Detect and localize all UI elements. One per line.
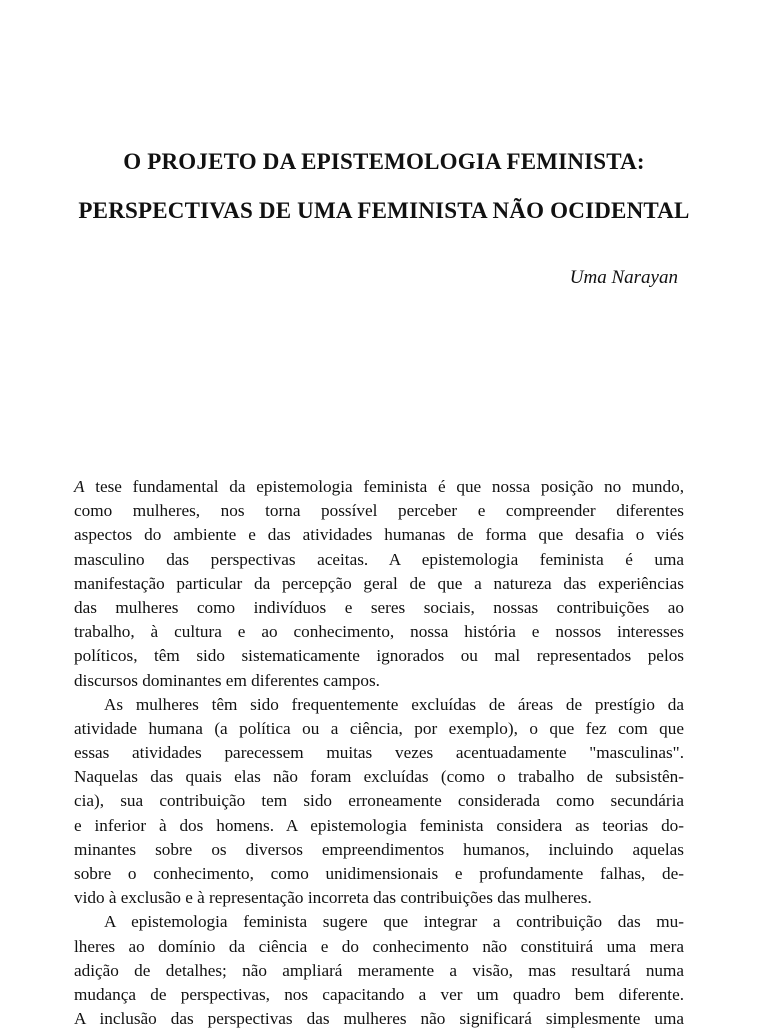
text-line: Naquelas das quais elas não foram excluídas (como o trabalho de subsistên- [74, 767, 684, 787]
text-line: sobre o conhecimento, como unidimensionais e profundamente falhas, de- [74, 864, 684, 883]
text-line: das mulheres como indivíduos e seres sociais, nossas contribuições ao [74, 597, 684, 617]
text-line: lheres ao domínio da ciência e do conhecimento não constituirá uma mera [74, 936, 684, 956]
title-line-1: O PROJETO DA EPISTEMOLOGIA FEMINISTA: [123, 149, 645, 174]
text-line: adição de detalhes; não ampliará meramente a visão, mas resultará numa [74, 960, 684, 980]
text-line: masculino das perspectivas aceitas. A epistemologia feminista é uma [74, 549, 684, 569]
text-line: e inferior à dos homens. A epistemologia feminista considera as teorias do- [74, 815, 684, 835]
text-line: essas atividades parecessem muitas vezes acentuadamente "masculinas". [74, 743, 684, 763]
text-line: como mulheres, nos torna possível perceber e compreender diferentes [74, 501, 684, 521]
paragraph [74, 475, 684, 693]
text-line: vido à exclusão e à representação incorreta das contribuições das mulheres. [74, 888, 592, 908]
text-line: minantes sobre os diversos empreendimentos humanos, incluindo aquelas [74, 839, 684, 859]
text-line: As mulheres têm sido frequentemente excluídas de áreas de prestígio da [104, 694, 684, 714]
line-text: tese fundamental da epistemologia feminista é que nossa posição no mundo, [84, 477, 684, 496]
text-line: políticos, têm sido sistematicamente ignorados ou mal representados pelos [74, 646, 684, 666]
text-line: discursos dominantes em diferentes campos. [74, 670, 380, 690]
text-line: cia), sua contribuição tem sido erroneamente considerada como secundária [74, 791, 684, 811]
text-line: A epistemologia feminista sugere que integrar a contribuição das mu- [104, 912, 684, 932]
text-line: atividade humana (a política ou a ciência, por exemplo), o que fez com que [74, 718, 684, 738]
text-line: trabalho, à cultura e ao conhecimento, nossa história e nossos interesses [74, 622, 684, 642]
body-text [74, 475, 684, 1031]
author-name: Uma Narayan [569, 267, 678, 288]
text-line: aspectos do ambiente e das atividades humanas de forma que desafia o viés [74, 525, 684, 545]
initial-letter: A [74, 477, 85, 496]
title-line-2: PERSPECTIVAS DE UMA FEMINISTA NÃO OCIDENTAL [78, 198, 690, 223]
text-line: manifestação particular da percepção geral de que a natureza das experiências [74, 573, 684, 593]
paragraph [74, 693, 684, 911]
text-line: A inclusão das perspectivas das mulheres não significará simplesmente uma [74, 1009, 684, 1029]
text-line [74, 475, 684, 499]
text-line: mudança de perspectivas, nos capacitando a ver um quadro bem diferente. [74, 984, 684, 1004]
paragraph [74, 910, 684, 1031]
